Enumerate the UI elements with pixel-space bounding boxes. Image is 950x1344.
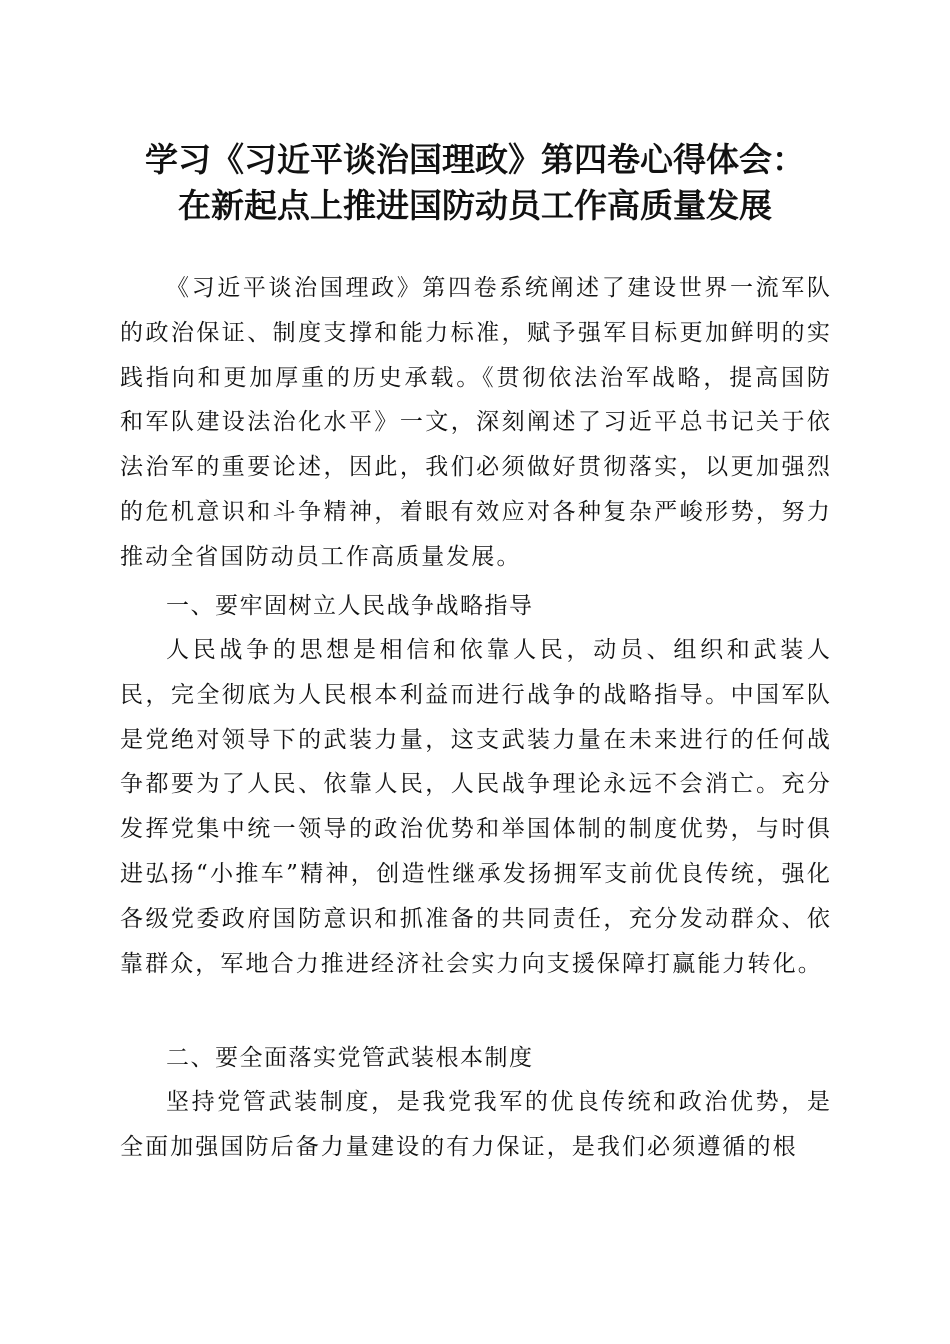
document-title-line-2: 在新起点上推进国防动员工作高质量发展: [178, 186, 772, 225]
section-paragraph-1: 人民战争的思想是相信和依靠人民，动员、组织和武装人民，完全彻底为人民根本利益而进行战争的战略指导。中国军队是党绝对领导下的武装力量，这支武装力量在未来进行的任何战争都要为了人民、依靠人民，人民战争理论永远不会消亡。充分发挥党集中统一领导的政治优势和举国体制的制度优势，与时俱进弘扬“小推车”精神，创造性继承发扬拥军支前优良传统，强化各级党委政府国防意识和抓准备的共同责任，充分发动群众、依靠群众，军地合力推进经济社会实力向支援保障打赢能力转化。: [120, 637, 832, 977]
section-heading-1: 一、要牢固树立人民战争战略指导: [166, 593, 534, 619]
intro-paragraph: 《习近平谈治国理政》第四卷系统阐述了建设世界一流军队的政治保证、制度支撑和能力标准，赋予强军目标更加鲜明的实践指向和更加厚重的历史承载。《贯彻依法治军战略，提高国防和军队建设法治化水平》一文，深刻阐述了习近平总书记关于依法治军的重要论述，因此，我们必须做好贯彻落实，以更加强烈的危机意识和斗争精神，着眼有效应对各种复杂严峻形势，努力推动全省国防动员工作高质量发展。: [120, 275, 832, 570]
section-paragraph-2: 坚持党管武装制度，是我党我军的优良传统和政治优势，是全面加强国防后备力量建设的有力保证，是我们必须遵循的根: [120, 1089, 832, 1160]
section-heading-2: 二、要全面落实党管武装根本制度: [166, 1045, 534, 1071]
document-title-line-1: 学习《习近平谈治国理政》第四卷心得体会：: [145, 140, 805, 179]
